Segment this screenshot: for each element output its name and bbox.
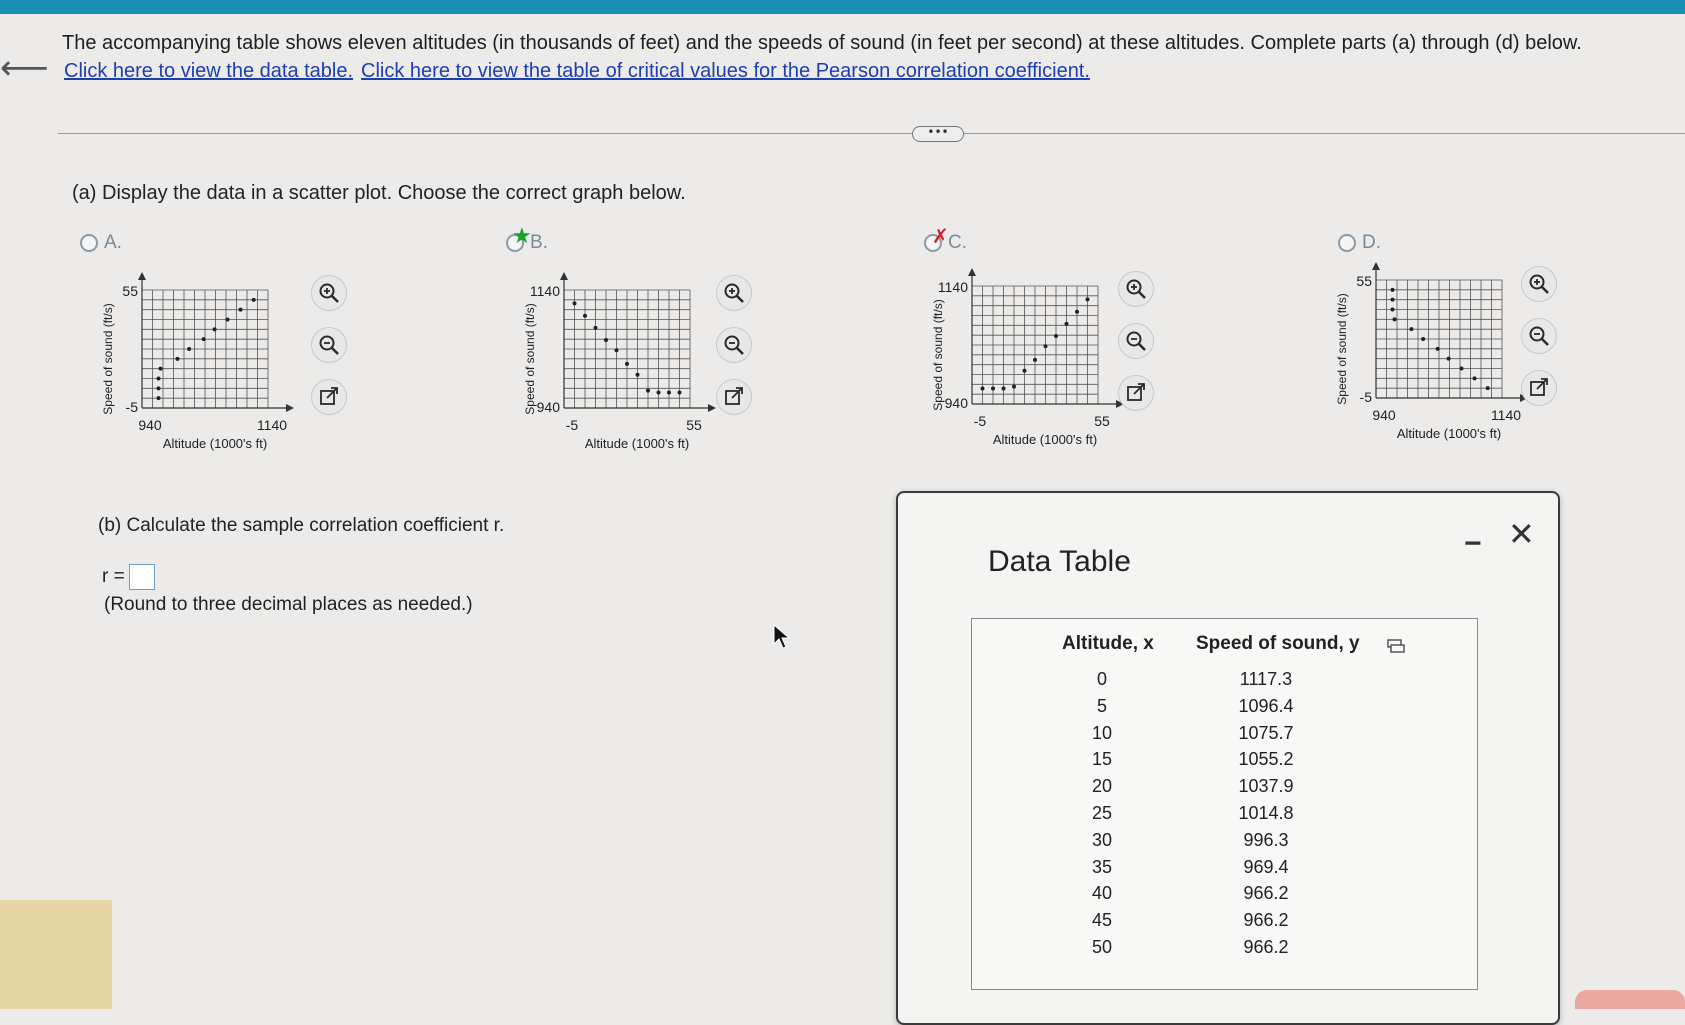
table-cell-speed: 1075.7 xyxy=(1238,722,1294,743)
y-tick-bottom: 940 xyxy=(536,399,560,415)
r-answer-line xyxy=(102,564,155,590)
option-b-open-external-button[interactable] xyxy=(716,379,752,415)
data-point xyxy=(157,386,161,390)
x-tick-right: 1140 xyxy=(1490,407,1522,423)
graph-option-b xyxy=(522,270,722,455)
open-external-icon xyxy=(723,386,745,408)
option-c[interactable] xyxy=(924,224,967,254)
x-axis-label: Altitude (1000's ft) xyxy=(584,436,690,451)
critical-values-link[interactable]: Click here to view the table of critical values for the Pearson correlation coefficient. xyxy=(361,60,1090,82)
option-d-radio[interactable] xyxy=(1338,234,1356,252)
option-a-zoom-out-button[interactable] xyxy=(311,327,347,363)
option-c-zoom-in-button[interactable] xyxy=(1118,271,1154,307)
table-cell-altitude: 40 xyxy=(1091,883,1113,904)
y-axis-label: Speed of sound (ft/s) xyxy=(523,303,537,415)
scatter-plot xyxy=(930,266,1130,446)
table-cell-speed: 996.3 xyxy=(1243,829,1289,850)
x-tick-left: 940 xyxy=(138,417,162,433)
y-tick-bottom: -5 xyxy=(125,399,138,415)
open-external-icon xyxy=(1528,377,1550,399)
y-tick-bottom: -5 xyxy=(1359,389,1372,405)
data-point xyxy=(1075,310,1079,314)
zoom-in-icon xyxy=(723,282,745,304)
open-external-icon xyxy=(318,386,340,408)
column-header-altitude: Altitude, x xyxy=(1062,633,1154,654)
x-tick-right: 1140 xyxy=(256,417,288,433)
data-point xyxy=(625,362,629,366)
data-point xyxy=(604,338,608,342)
round-note: (Round to three decimal places as needed.) xyxy=(104,594,473,615)
question-text: The accompanying table shows eleven altitudes (in thousands of feet) and the speeds of sound (in feet per second) at these altitudes. Complete parts (a) through (d) below. xyxy=(62,32,1582,54)
y-axis-arrow xyxy=(968,268,976,276)
data-point xyxy=(1023,369,1027,373)
data-point xyxy=(1012,385,1016,389)
data-table xyxy=(971,618,1478,990)
option-a-zoom-in-button[interactable] xyxy=(311,275,347,311)
option-a-radio[interactable] xyxy=(80,234,98,252)
scatter-plot xyxy=(100,270,300,450)
table-cell-altitude: 10 xyxy=(1091,722,1113,743)
data-point xyxy=(594,326,598,330)
y-tick-top: 1140 xyxy=(937,279,968,295)
minimize-icon[interactable]: − xyxy=(1464,527,1482,560)
table-cell-speed: 1014.8 xyxy=(1238,803,1294,823)
x-axis-label: Altitude (1000's ft) xyxy=(992,432,1098,447)
corner-button[interactable] xyxy=(1575,990,1685,1009)
zoom-out-icon xyxy=(723,334,745,356)
divider xyxy=(58,133,1685,134)
data-table-panel xyxy=(896,491,1560,1025)
x-tick-right: 55 xyxy=(1094,413,1110,429)
option-c-open-external-button[interactable] xyxy=(1118,375,1154,411)
data-point xyxy=(202,337,206,341)
copy-icon[interactable] xyxy=(1387,639,1405,653)
option-b-zoom-in-button[interactable] xyxy=(716,275,752,311)
data-point xyxy=(157,377,161,381)
part-a-prompt: (a) Display the data in a scatter plot. Choose the correct graph below. xyxy=(72,182,686,204)
incorrect-x-icon: ✗ xyxy=(932,224,949,248)
data-point xyxy=(175,357,179,361)
option-b-label: B. xyxy=(530,232,548,253)
table-cell-altitude: 30 xyxy=(1091,829,1113,850)
r-label: r = xyxy=(102,566,125,587)
table-cell-altitude: 50 xyxy=(1091,937,1113,957)
graph-option-a xyxy=(100,270,300,455)
table-cell-speed: 1037.9 xyxy=(1238,776,1294,797)
data-table-link[interactable]: Click here to view the data table. xyxy=(64,60,354,82)
data-point xyxy=(1002,387,1006,391)
graph-option-d xyxy=(1334,260,1534,445)
option-d-open-external-button[interactable] xyxy=(1521,370,1557,406)
option-b-zoom-out-button[interactable] xyxy=(716,327,752,363)
table-cell-speed: 1055.2 xyxy=(1238,749,1294,770)
option-c-radio[interactable] xyxy=(924,224,949,252)
data-point xyxy=(159,367,163,371)
data-point xyxy=(636,373,640,377)
data-point xyxy=(1436,347,1440,351)
data-point xyxy=(667,391,671,395)
data-point xyxy=(1065,322,1069,326)
zoom-out-icon xyxy=(1528,325,1550,347)
data-point xyxy=(1391,298,1395,302)
x-tick-right: 55 xyxy=(686,417,702,433)
data-point xyxy=(1393,317,1397,321)
data-point xyxy=(187,347,191,351)
zoom-in-icon xyxy=(1528,273,1550,295)
x-tick-left: -5 xyxy=(973,413,987,429)
option-b[interactable] xyxy=(506,224,548,254)
table-cell-speed: 966.2 xyxy=(1243,883,1289,904)
data-point xyxy=(252,298,256,302)
background-patch xyxy=(0,900,112,1009)
correct-star-icon: ★ xyxy=(512,224,532,249)
column-header-speed: Speed of sound, y xyxy=(1196,633,1360,654)
data-point xyxy=(678,391,682,395)
data-point xyxy=(1459,367,1463,371)
x-axis-arrow xyxy=(286,404,294,412)
data-table-title: Data Table xyxy=(988,545,1131,578)
option-a-open-external-button[interactable] xyxy=(311,379,347,415)
back-arrow-icon[interactable]: ⟵ xyxy=(0,48,49,88)
graph-option-c xyxy=(930,266,1130,451)
table-cell-speed: 966.2 xyxy=(1243,910,1289,931)
data-point xyxy=(1391,288,1395,292)
question-links xyxy=(64,60,1098,83)
data-point xyxy=(573,301,577,305)
data-point xyxy=(225,318,229,322)
option-d-zoom-in-button[interactable] xyxy=(1521,266,1557,302)
data-point xyxy=(1421,337,1425,341)
table-cell-altitude: 15 xyxy=(1091,749,1113,770)
data-point xyxy=(1033,358,1037,362)
mouse-cursor-icon xyxy=(773,624,791,650)
zoom-in-icon xyxy=(1125,278,1147,300)
option-a[interactable] xyxy=(80,232,122,254)
data-point xyxy=(1409,327,1413,331)
x-tick-left: 940 xyxy=(1372,407,1396,423)
zoom-out-icon xyxy=(318,334,340,356)
data-point xyxy=(583,314,587,318)
y-axis-arrow xyxy=(560,272,568,280)
data-point xyxy=(1086,297,1090,301)
scatter-plot xyxy=(1334,260,1534,440)
data-point xyxy=(1447,357,1451,361)
y-tick-top: 55 xyxy=(1356,273,1372,289)
data-point xyxy=(1486,386,1490,390)
table-cell-altitude: 25 xyxy=(1091,803,1113,823)
table-cell-speed: 1117.3 xyxy=(1239,669,1293,689)
table-cell-altitude: 0 xyxy=(1096,669,1107,689)
y-axis-label: Speed of sound (ft/s) xyxy=(931,299,945,411)
data-point xyxy=(657,391,661,395)
x-axis-label: Altitude (1000's ft) xyxy=(162,436,268,451)
table-cell-altitude: 5 xyxy=(1096,695,1107,716)
option-d-label: D. xyxy=(1362,232,1381,253)
y-tick-top: 1140 xyxy=(529,283,560,299)
table-cell-altitude: 45 xyxy=(1091,910,1113,931)
option-b-radio[interactable] xyxy=(506,224,532,252)
option-a-label: A. xyxy=(104,232,122,253)
x-axis-arrow xyxy=(708,404,716,412)
data-point xyxy=(991,387,995,391)
data-point xyxy=(213,327,217,331)
y-axis-arrow xyxy=(1372,262,1380,270)
r-answer-input[interactable] xyxy=(129,564,155,590)
data-point xyxy=(157,396,161,400)
y-axis-arrow xyxy=(138,272,146,280)
top-bar xyxy=(0,0,1685,14)
y-axis-label: Speed of sound (ft/s) xyxy=(101,303,115,415)
more-toggle-button[interactable]: ••• xyxy=(912,126,964,142)
open-external-icon xyxy=(1125,382,1147,404)
part-b-prompt: (b) Calculate the sample correlation coefficient r. xyxy=(98,515,505,536)
option-d[interactable] xyxy=(1338,232,1381,254)
x-axis-label: Altitude (1000's ft) xyxy=(1396,426,1502,441)
zoom-in-icon xyxy=(318,282,340,304)
table-cell-speed: 969.4 xyxy=(1243,856,1289,877)
data-point xyxy=(239,308,243,312)
scatter-plot xyxy=(522,270,722,450)
option-d-zoom-out-button[interactable] xyxy=(1521,318,1557,354)
x-tick-left: -5 xyxy=(565,417,579,433)
data-point xyxy=(615,348,619,352)
option-c-zoom-out-button[interactable] xyxy=(1118,323,1154,359)
table-cell-altitude: 35 xyxy=(1091,856,1113,877)
data-point xyxy=(646,389,650,393)
data-point xyxy=(1391,308,1395,312)
zoom-out-icon xyxy=(1125,330,1147,352)
option-c-label: C. xyxy=(948,232,967,253)
y-tick-top: 55 xyxy=(122,283,138,299)
table-cell-speed: 966.2 xyxy=(1243,937,1289,957)
table-cell-altitude: 20 xyxy=(1091,776,1113,797)
data-point xyxy=(1473,376,1477,380)
close-icon[interactable]: ✕ xyxy=(1508,515,1535,553)
data-point xyxy=(1044,344,1048,348)
data-point xyxy=(1054,334,1058,338)
y-axis-label: Speed of sound (ft/s) xyxy=(1335,293,1349,405)
data-point xyxy=(981,387,985,391)
y-tick-bottom: 940 xyxy=(944,395,968,411)
table-cell-speed: 1096.4 xyxy=(1238,695,1294,716)
